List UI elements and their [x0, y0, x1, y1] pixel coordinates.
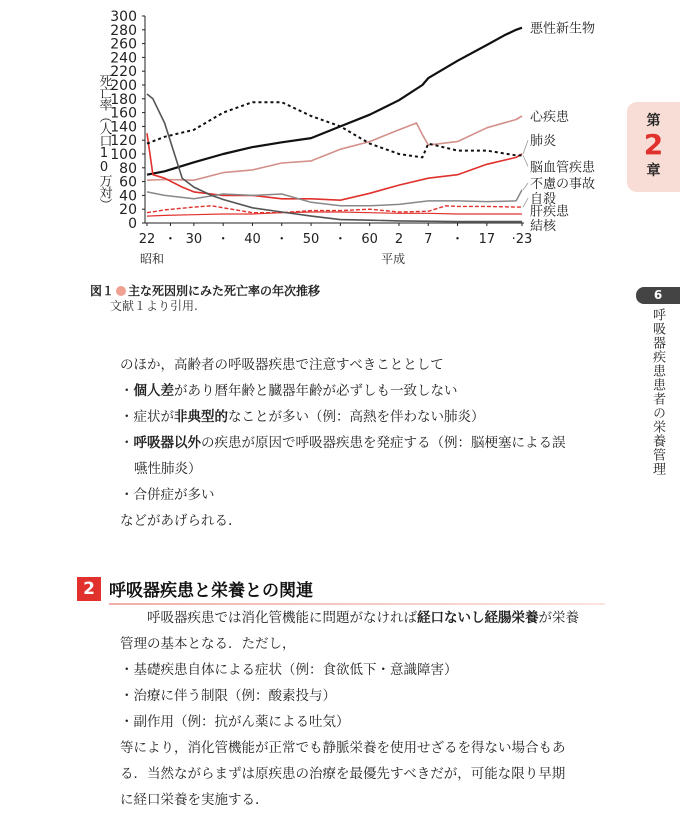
era-label: 平成 [381, 252, 406, 266]
y-tick-label: 120 [110, 133, 137, 150]
legend-leader-line [523, 198, 528, 207]
y-tick-label: 40 [119, 188, 137, 205]
caption-dot-icon [116, 286, 126, 296]
sidebar-section-number: 6 [636, 287, 680, 304]
section-title: 呼吸器疾患と栄養との関連 [109, 581, 313, 601]
section-heading [77, 575, 605, 605]
legend-label: 不慮の事故 [530, 176, 596, 192]
x-tick-label: ・ [333, 232, 347, 247]
list-item: ・個人差があり暦年齢と臓器年齢が必ずしも一致しない [120, 383, 458, 399]
paragraph-line: る．当然ながらまずは原疾患の治療を最優先すべきだが，可能な限り早期 [120, 766, 566, 782]
paragraph-line: に経口栄養を実施する. [120, 792, 260, 808]
x-tick-label: ·23 [511, 232, 533, 247]
y-tick-label: 100 [110, 147, 137, 163]
paragraph-intro: のほか，高齢者の呼吸器疾患で注意すべきこととして [120, 357, 444, 373]
y-tick-label: 300 [110, 9, 137, 25]
figure-source: 文献１より引用. [110, 299, 198, 313]
list-item: ・治療に伴う制限（例：酸素投与） [120, 688, 336, 704]
legend-leader-line [523, 155, 528, 166]
x-tick-label: 22 [138, 232, 156, 247]
figure-title: 主な死因別にみた死亡率の年次推移 [128, 284, 321, 298]
list-item: ・呼吸器以外の疾患が原因で呼吸器疾患を発症する（例：脳梗塞による誤 [120, 435, 566, 451]
y-tick-label: 60 [119, 174, 137, 191]
legend-label: 肺炎 [530, 134, 557, 150]
paragraph-line: 管理の基本となる．ただし， [120, 636, 296, 652]
x-tick-label: 17 [478, 232, 496, 247]
x-tick-label: 50 [302, 232, 320, 247]
list-item: ・症状が非典型的なことが多い（例：高熱を伴わない肺炎） [120, 409, 485, 425]
legend-label: 結核 [530, 219, 557, 235]
legend-label: 肝疾患 [530, 204, 570, 220]
series-line [147, 94, 522, 222]
legend-label: 心疾患 [530, 110, 570, 126]
legend-label: 自殺 [530, 192, 557, 208]
x-tick-label: ・ [275, 232, 289, 247]
y-tick-label: 160 [110, 105, 137, 122]
x-tick-label: 60 [361, 232, 378, 247]
y-tick-label: 80 [119, 160, 137, 177]
series-line [147, 133, 522, 200]
x-tick-label: 30 [185, 232, 203, 247]
paragraph-line: 呼吸器疾患では消化管機能に問題がなければ経口ないし経腸栄養が栄養 [147, 610, 579, 626]
y-tick-label: 0 [128, 216, 137, 232]
figure-number: 図１ [90, 284, 115, 298]
chapter-prefix: 第 [646, 113, 661, 129]
list-item: ・基礎疾患自体による症状（例：食欲低下・意識障害） [120, 662, 458, 678]
series-line [147, 116, 522, 180]
legend-leader-line [523, 183, 528, 190]
y-tick-label: 140 [110, 119, 137, 136]
paragraph-line: 等により，消化管機能が正常でも静脈栄養を使用せざるを得ない場合もあ [120, 740, 566, 756]
x-tick-label: ・ [163, 232, 177, 247]
series-line [147, 212, 522, 216]
legend-leader-line [523, 140, 528, 154]
legend-label: 脳血管疾患 [530, 160, 596, 176]
x-tick-label: 7 [424, 232, 433, 247]
y-tick-label: 20 [119, 202, 137, 219]
y-tick-label: 180 [110, 91, 137, 108]
series-line [147, 28, 522, 175]
paragraph-outro: などがあげられる. [120, 513, 233, 529]
y-axis-label: 死亡率（人口10万対） [96, 74, 112, 210]
y-tick-label: 260 [110, 36, 137, 53]
chapter-suffix: 章 [646, 163, 661, 179]
list-item-continuation: 嚥性肺炎） [134, 461, 202, 477]
sidebar-section-title: 呼吸器疾患患者の栄養管理 [650, 308, 665, 476]
chapter-number: 2 [643, 128, 664, 161]
mortality-chart [0, 0, 620, 280]
y-tick-label: 200 [110, 78, 137, 94]
list-item: ・合併症が多い [120, 487, 215, 503]
chapter-tab [627, 102, 680, 192]
y-tick-label: 220 [110, 64, 137, 81]
x-tick-label: 2 [394, 232, 404, 247]
x-tick-label: ・ [216, 232, 230, 247]
paragraph-nutrition [120, 605, 610, 813]
y-tick-label: 280 [110, 22, 137, 39]
y-tick-label: 240 [110, 50, 137, 67]
paragraph-considerations [120, 352, 610, 534]
legend-label: 悪性新生物 [530, 21, 596, 37]
era-label: 昭和 [139, 252, 165, 266]
section-number-badge: 2 [77, 577, 101, 601]
x-tick-label: 40 [244, 232, 261, 247]
x-tick-label: ・ [451, 232, 465, 247]
list-item: ・副作用（例：抗がん薬による吐気） [120, 714, 350, 730]
